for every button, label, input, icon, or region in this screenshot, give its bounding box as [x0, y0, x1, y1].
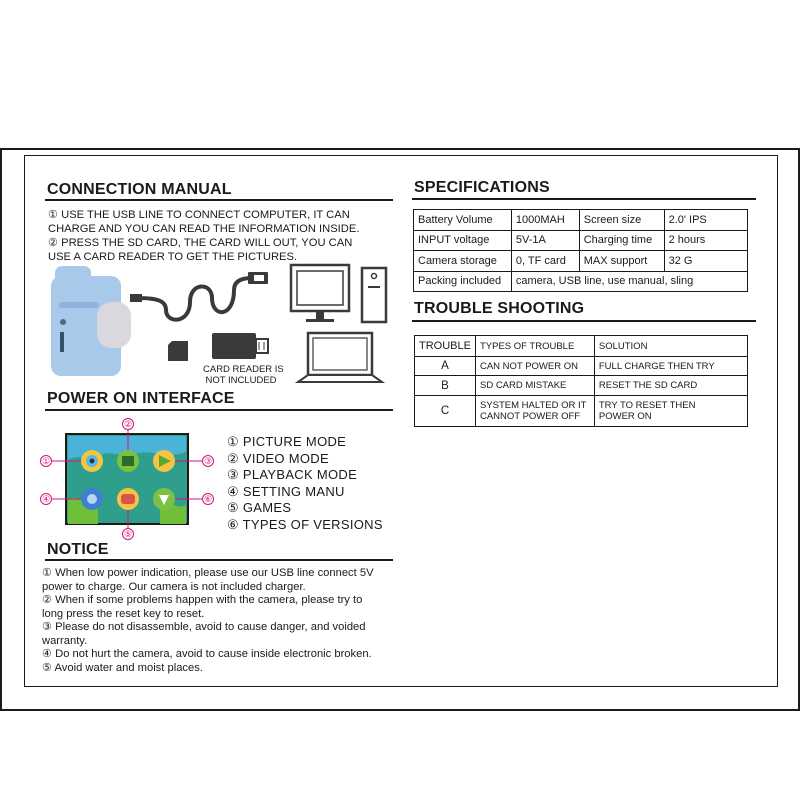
trouble-shooting-title: TROUBLE SHOOTING	[414, 300, 585, 317]
power-on-rule	[45, 409, 393, 411]
spec-row	[414, 251, 748, 272]
trouble-solution-line: TRY TO RESET THEN	[598, 400, 696, 411]
trouble-table	[414, 335, 748, 427]
power-on-screen	[40, 420, 220, 538]
trouble-id: B	[415, 376, 476, 396]
trouble-header: SOLUTION	[594, 336, 747, 357]
trouble-type: CAN NOT POWER ON	[475, 357, 594, 376]
connection-rule	[45, 199, 393, 201]
notice-line-5: ③ Please do not disassemble, avoid to cause danger, and voided	[42, 621, 366, 633]
spec-row	[414, 230, 748, 251]
mode-video: ② VIDEO MODE	[227, 450, 329, 466]
notice-line-7: ④ Do not hurt the camera, avoid to cause inside electronic broken.	[42, 648, 372, 660]
callout-3: ③	[203, 456, 213, 466]
notice-line-2: power to charge. Our camera is not included charger.	[42, 580, 306, 593]
trouble-solution: RESET THE SD CARD	[594, 376, 747, 396]
trouble-row	[415, 376, 748, 396]
mode-versions: ⑥ TYPES OF VERSIONS	[227, 516, 383, 532]
packing-value: camera, USB line, use manual, sling	[511, 271, 747, 292]
spec-cell: 2 hours	[664, 230, 747, 251]
trouble-header: TROUBLE	[415, 336, 476, 357]
specifications-rule	[412, 198, 756, 200]
callout-5: ⑤	[123, 529, 133, 539]
notice-line-8: ⑤ Avoid water and moist places.	[42, 661, 203, 674]
specifications-table	[413, 209, 748, 292]
spec-cell: Charging time	[579, 230, 664, 251]
card-reader-note-line-2: NOT INCLUDED	[205, 375, 277, 386]
trouble-row	[415, 357, 748, 376]
connection-line-1: ① USE THE USB LINE TO CONNECT COMPUTER, IT CAN	[48, 209, 350, 221]
laptop-icon	[296, 332, 386, 388]
notice-rule	[45, 559, 393, 561]
spec-cell: 2.0' IPS	[664, 210, 747, 231]
trouble-row	[415, 396, 748, 427]
trouble-header-row	[415, 336, 748, 357]
camera-icon	[45, 262, 135, 380]
trouble-solution: FULL CHARGE THEN TRY	[594, 357, 747, 376]
spec-cell: 1000MAH	[511, 210, 579, 231]
connection-line-4: USE A CARD READER TO GET THE PICTURES.	[48, 251, 298, 263]
power-on-title: POWER ON INTERFACE	[47, 390, 235, 407]
spec-cell: Battery Volume	[414, 210, 512, 231]
callout-1: ①	[41, 456, 51, 466]
trouble-type: SD CARD MISTAKE	[475, 376, 594, 396]
notice-line-3: ② When if some problems happen with the camera, please try to	[42, 594, 363, 606]
spec-row-packing	[414, 271, 748, 292]
packing-label: Packing included	[414, 271, 512, 292]
mode-games: ⑤ GAMES	[227, 500, 292, 515]
connection-line-2: CHARGE AND YOU CAN READ THE INFORMATION INSIDE.	[48, 223, 360, 235]
card-reader-note-line-1: CARD READER IS	[203, 364, 284, 375]
notice-line-6: warranty.	[42, 634, 88, 647]
spec-cell: 5V-1A	[511, 230, 579, 251]
notice-line-1: ① When low power indication, please use our USB line connect 5V	[42, 567, 374, 579]
sd-card-icon	[168, 333, 272, 365]
trouble-solution-line: POWER ON	[598, 411, 652, 422]
trouble-shooting-rule	[412, 320, 756, 322]
spec-cell: 32 G	[664, 251, 747, 272]
spec-cell: INPUT voltage	[414, 230, 512, 251]
spec-cell: Camera storage	[414, 251, 512, 272]
trouble-header: TYPES OF TROUBLE	[475, 336, 594, 357]
card-reader-note	[203, 364, 284, 386]
mode-playback: ③ PLAYBACK MODE	[227, 467, 358, 482]
callout-4: ④	[41, 494, 51, 504]
trouble-id: A	[415, 357, 476, 376]
trouble-type-line: SYSTEM HALTED OR IT	[479, 400, 587, 411]
usb-cable-icon	[130, 262, 270, 326]
trouble-id: C	[415, 396, 476, 427]
spec-cell: Screen size	[579, 210, 664, 231]
trouble-solution	[594, 396, 747, 427]
mode-setting: ④ SETTING MANU	[227, 483, 345, 499]
callout-6: ⑥	[203, 494, 213, 504]
spec-cell: MAX support	[579, 251, 664, 272]
specifications-title: SPECIFICATIONS	[414, 179, 550, 196]
trouble-type	[475, 396, 594, 427]
mode-picture: ① PICTURE MODE	[227, 434, 347, 449]
desktop-computer-icon	[290, 264, 390, 328]
trouble-type-line: CANNOT POWER OFF	[479, 411, 581, 422]
connection-line-3: ② PRESS THE SD CARD, THE CARD WILL OUT, YOU CAN	[48, 237, 353, 249]
notice-line-4: long press the reset key to reset.	[42, 607, 205, 620]
connection-manual-title: CONNECTION MANUAL	[47, 181, 232, 198]
callout-2: ②	[123, 419, 133, 429]
spec-cell: 0, TF card	[511, 251, 579, 272]
notice-title: NOTICE	[47, 541, 109, 558]
spec-row	[414, 210, 748, 231]
